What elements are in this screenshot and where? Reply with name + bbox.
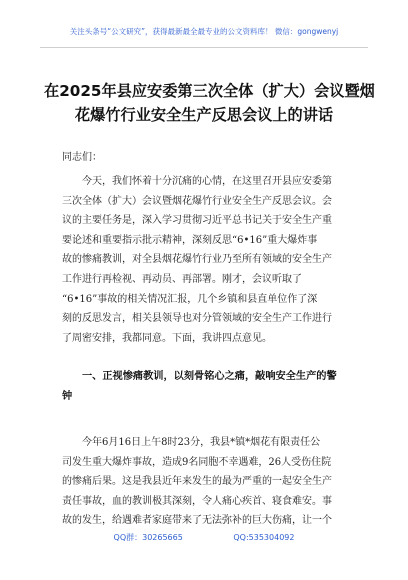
paragraph-line: 故的发生，给遇难者家庭带来了无法弥补的巨大伤痛，让一个 xyxy=(62,515,332,527)
paragraph-1 xyxy=(62,172,362,348)
promo-banner: 关注头条号“公文研究”，获得最新最全最专业的公文资料库！ 微信：gongwenyj xyxy=(69,27,339,36)
paragraph-line: 司发生重大爆炸事故，造成9名同胞不幸遇难，26人受伤住院 xyxy=(62,456,332,468)
section-heading-1 xyxy=(62,367,362,407)
header-divider xyxy=(40,47,368,48)
paragraph-line: 了周密安排，我都同意。下面，我讲四点意见。 xyxy=(62,332,272,344)
footer-contact xyxy=(0,532,408,543)
paragraph-line: 要论述和重要指示批示精神，深刻反思“6•16”重大爆炸事 xyxy=(62,234,318,246)
paragraph-2 xyxy=(62,433,362,531)
paragraph-line: 今年6月16日上午8时23分，我县*镇*烟花有限责任公 xyxy=(82,437,321,448)
paragraph-line: “6•16”事故的相关情况汇报，几个乡镇和县直单位作了深 xyxy=(62,293,318,305)
footer-qq-group: QQ群：30265665 xyxy=(113,533,183,542)
salutation: 同志们： xyxy=(62,152,102,163)
document-title xyxy=(44,79,375,127)
heading-line: 一、正视惨痛教训，以刻骨铭心之痛，敲响安全生产的警 xyxy=(82,371,337,382)
paragraph-line: 议的主要任务是，深入学习贯彻习近平总书记关于安全生产重 xyxy=(62,215,332,227)
paragraph-line: 三次全体（扩大）会议暨烟花爆竹行业安全生产反思会议。会 xyxy=(62,195,332,207)
paragraph-line: 责任事故，血的教训极其深刻，令人痛心疾首、寝食难安。事 xyxy=(62,495,332,507)
title-line: 花爆竹行业安全生产反思会议上的讲话 xyxy=(74,106,334,124)
paragraph-line: 刻的反思发言，相关县领导也对分管领域的安全生产工作进行 xyxy=(62,313,332,325)
title-line: 在2025年县应安委第三次全体（扩大）会议暨烟 xyxy=(44,82,375,100)
heading-line: 钟 xyxy=(62,391,73,402)
footer-qq-number: QQ:535304092 xyxy=(233,533,295,542)
paragraph-line: 今天，我们怀着十分沉痛的心情，在这里召开县应安委第 xyxy=(82,176,332,187)
paragraph-line: 工作进行再检视、再动员、再部署。刚才，会议听取了 xyxy=(62,273,302,285)
paragraph-line: 的惨痛后果。这是我县近年来发生的最为严重的一起安全生产 xyxy=(62,476,332,488)
paragraph-line: 故的惨痛教训，对全县烟花爆竹行业乃至所有领域的安全生产 xyxy=(62,254,332,266)
